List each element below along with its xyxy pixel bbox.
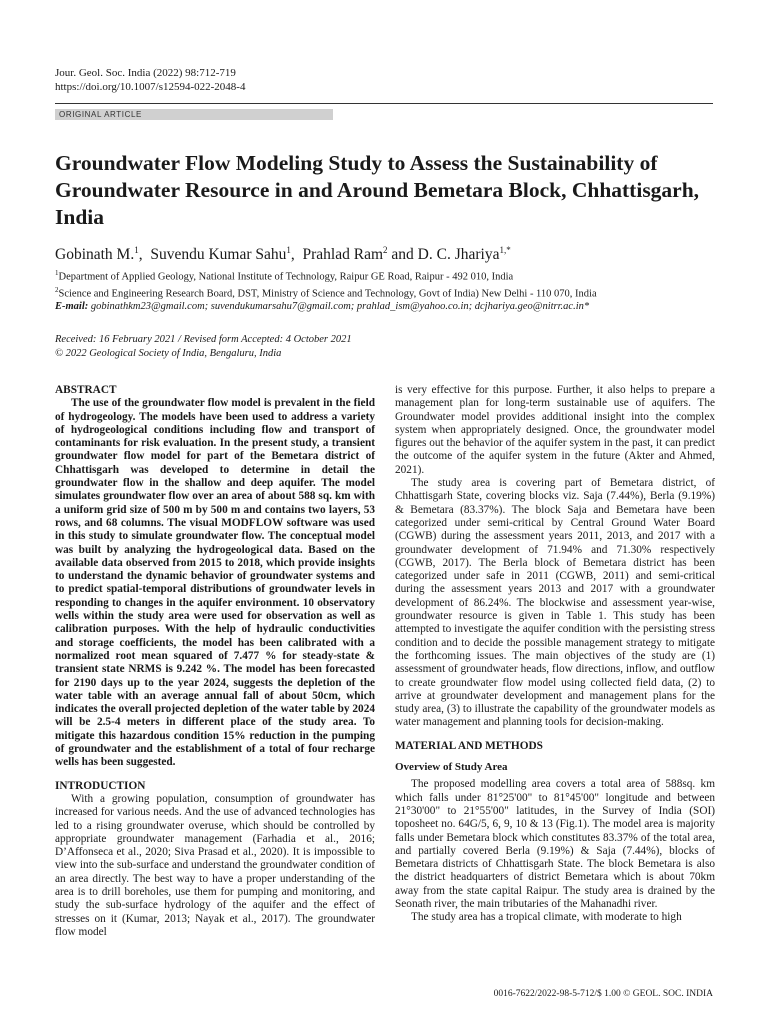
affiliation-1: $^1$Department of Applied Geology, National Institute of Technology, Raipur GE Road, Raipur - 492 010, India (55, 269, 514, 283)
right-column (395, 384, 715, 925)
author-separator: and (387, 246, 418, 264)
email-addresses[interactable]: gobinathkm23@gmail.com; suvendukumarsahu7@gmail.com; prahlad_ism@yahoo.co.in; dcjhariya.geo@nitrr.ac.in* (90, 301, 590, 312)
left-column (55, 384, 375, 939)
author-name: Suvendu Kumar Sahu (150, 246, 287, 264)
introduction-paragraph: The study area is covering part of Bemetara district, of Chhattisgarh State, covering blocks viz. Saja (7.44%), Berla (9.19%) & Bemetara (83.37%). The block Saja and Bemetara have been categorized under semi-critical by Central Ground Water Board (CGWB) during the assessment years 2011, 2013, and 2017 with a groundwater development of 71.94% and 71.30% respectively (CGWB, 2017). The Berla block of Bemetara district has been categorized under safe in 2011 (CGWB, 2011) and semi-critical during the assessment years 2013 and 2017 with a groundwater development of 86.24%. The blockwise and assessment year-wise, groundwater resource is given in Table 1. This study has been attempted to investigate the aquifer condition with the persisting stress condition and to decide the possible management strategy to mitigate the forthcoming issues. The main objectives of the study are (1) assessment of groundwater heads, flow directions, inflow, and outflow to create groundwater flow model using collected field data, (2) to arrive at groundwater development and management plans for the study area, (3) to illustrate the capability of the groundwater models as water management and planning tools for decision-making. (395, 477, 715, 729)
page-footer: 0016-7622/2022-98-5-712/$ 1.00 © GEOL. SOC. INDIA (493, 989, 713, 999)
methods-paragraph: The proposed modelling area covers a total area of 588sq. km which falls under 81°25'00" to 81°45'00" longitude and between 21°30'00" to 21°55'00" latitudes, in the Survey of India (SOI) toposheet no. 64G/5, 6, 9, 10 & 13 (Fig.1). The model area is majority falls under Bemetara block which constitutes 83.37% of the total area, and partially covered Berla (9.19%) & Saja (7.44%), blocks of Bemetara districts of Chhattisgarh State. The block Bemetara is also the district headquarters of district Bemetara which is about 70km away from the state capital Raipur. The study area is drained by the Seonath river, the main tributaries of the Mahanadhi river. (395, 778, 715, 910)
author-list (55, 245, 511, 264)
author-affil-mark: 1 (286, 245, 291, 255)
author-name: Prahlad Ram (302, 246, 384, 264)
author-separator: , (290, 246, 303, 264)
author-affil-mark: 1 (134, 245, 139, 255)
author-separator: , (138, 246, 151, 264)
journal-citation: Jour. Geol. Soc. India (2022) 98:712-719 (55, 67, 236, 79)
author-name: D. C. Jhariya (417, 246, 500, 264)
section-label: ORIGINAL ARTICLE (55, 109, 333, 120)
introduction-paragraph: With a growing population, consumption of groundwater has increased for various needs. And the use of advanced technologies has led to a rising groundwater overuse, which should be controlled by appropriate groundwater management (Farhadia et al., 2016; D’Affonseca et al., 2020; Siva Prasad et al., 2020). It is impossible to view into the sub-surface and understand the groundwater condition of an area directly. The best way to have a proper understanding of the area is to drill boreholes, use them for pumping and monitoring, and study the sub-surface hydrology of the aquifer and the effect of stresses on it (Kumar, 2013; Nayak et al., 2017). The groundwater flow model (55, 792, 375, 938)
email-label: E-mail: (55, 301, 89, 312)
author-affil-mark: 1,* (499, 245, 511, 255)
introduction-paragraph-cont: is very effective for this purpose. Further, it also helps to prepare a management plan for long-term sustainable use of aquifers. The Groundwater model provides additional insight into the complex system when appropriately designed. Once, the groundwater model figures out the behavior of the aquifer system in the past, it can predict the outcome of the aquifer system in the future (Akter and Ahmed, 2021). (395, 384, 715, 476)
doi-link[interactable]: https://doi.org/10.1007/s12594-022-2048-4 (55, 81, 246, 93)
methods-heading: MATERIAL AND METHODS (395, 739, 543, 752)
publication-dates (55, 333, 352, 361)
journal-header (55, 66, 245, 94)
received-date: Received: 16 February 2021 / Revised form Accepted: 4 October 2021 (55, 334, 352, 345)
introduction-heading: INTRODUCTION (55, 779, 146, 792)
methods-paragraph: The study area has a tropical climate, with moderate to high (411, 911, 682, 924)
author-affil-mark: 2 (383, 245, 388, 255)
paper-title: Groundwater Flow Modeling Study to Assess the Sustainability of Groundwater Resource in and Around Bemetara Block, Chhattisgarh, India (55, 151, 700, 229)
section-ribbon (55, 103, 713, 119)
copyright-line: © 2022 Geological Society of India, Bengaluru, India (55, 348, 282, 359)
affiliations (55, 267, 725, 314)
email-line (55, 301, 725, 314)
affiliation-2: $^2$Science and Engineering Research Board, DST, Ministry of Science and Technology, Govt of India) New Delhi - 110 070, India (55, 286, 597, 300)
study-area-subheading: Overview of Study Area (395, 761, 508, 774)
abstract-heading: ABSTRACT (55, 384, 117, 396)
abstract-text: The use of the groundwater flow model is prevalent in the field of hydrogeology. The models have been used to address a variety of hydrogeological conditions including flow and transport of contaminants for risk evaluation. In the present study, a transient groundwater flow model for part of the Bemetara district of Chhattisgarh was developed to determine in detail the groundwater flow in the shallow and deep aquifer. The model simulates groundwater flow over an area of about 588 sq. km with a uniform grid size of 500 m by 500 m and contains two layers, 53 rows, and 68 columns. The visual MODFLOW software was used in this study to simulate groundwater flow. The conceptual model was built by analyzing the hydrogeological data. Based on the available data observed from 2015 to 2018, which provide insights to understand the dynamic behavior of groundwater systems and to predict spatial-temporal distributions of groundwater levels in responding to changes in the aquifer environment. 10 observatory wells within the study area were used for observation as well as calibration purposes. With the help of hydraulic conductivities and storage coefficients, the model has been calibrated with a normalized root mean squared of 7.477 % for steady-state & transient state NRMS is 9.242 %. The model has been forecasted for 2190 days up to the year 2024, suggests the depletion of the water table with an average annual fall of about 50cm, which indicates the overall projected depletion of the water table by 2024 will be 2.5-4 meters in different place of the study area. To mitigate this hazardous condition 15% reduction in the pumping of groundwater and the establishment of a total of four recharge wells has been suggested. (55, 397, 375, 769)
author-name: Gobinath M. (55, 246, 135, 264)
